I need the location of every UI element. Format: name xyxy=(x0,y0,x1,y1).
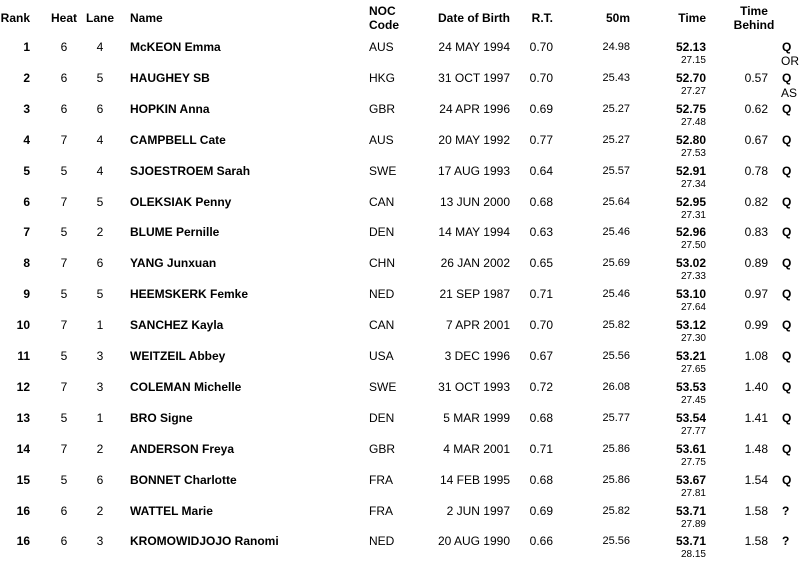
rank-cell: 8 xyxy=(23,256,30,271)
rank-cell: 14 xyxy=(16,441,30,456)
split-second-50: 28.15 xyxy=(680,549,706,561)
athlete-name: HEEMSKERK Femke xyxy=(130,287,249,302)
split-50m: 25.57 xyxy=(602,164,630,177)
lane-cell: 4 xyxy=(96,132,104,147)
qualification-mark: Q xyxy=(782,40,792,54)
time-behind: 1.58 xyxy=(744,534,768,549)
lane-cell: 6 xyxy=(96,472,104,487)
lane-cell: 6 xyxy=(96,101,104,116)
athlete-name: CAMPBELL Cate xyxy=(130,132,226,147)
heat-cell: 5 xyxy=(60,287,68,302)
reaction-time: 0.70 xyxy=(529,70,553,85)
final-time: 52.75 xyxy=(675,101,706,116)
final-time: 53.67 xyxy=(675,472,706,487)
time-behind: 0.99 xyxy=(744,318,768,333)
reaction-time: 0.68 xyxy=(529,472,553,487)
time-behind: 1.54 xyxy=(744,472,768,487)
split-second-50: 27.30 xyxy=(680,333,706,345)
split-second-50: 27.31 xyxy=(680,209,706,221)
header-dob: Date of Birth xyxy=(438,11,510,25)
lane-cell: 3 xyxy=(96,534,104,549)
split-second-50: 27.45 xyxy=(680,394,706,406)
table-row xyxy=(0,349,800,380)
noc-code: DEN xyxy=(369,225,395,240)
noc-code: DEN xyxy=(369,410,395,425)
heat-cell: 5 xyxy=(60,410,68,425)
noc-code: AUS xyxy=(369,40,394,54)
heat-cell: 7 xyxy=(60,441,68,456)
heat-cell: 6 xyxy=(60,534,68,549)
rank-cell: 9 xyxy=(23,287,30,302)
athlete-name: HAUGHEY SB xyxy=(130,70,210,85)
qualification-mark: Q xyxy=(782,441,792,456)
final-time: 53.12 xyxy=(675,318,706,333)
rank-cell: 6 xyxy=(23,194,30,209)
heat-cell: 7 xyxy=(60,379,68,394)
split-second-50: 27.33 xyxy=(680,271,706,283)
split-50m: 25.27 xyxy=(602,102,630,115)
qualification-mark: Q xyxy=(782,225,792,240)
header-rt: R.T. xyxy=(531,11,553,25)
noc-code: CAN xyxy=(369,194,395,209)
table-row xyxy=(0,473,800,504)
split-second-50: 27.27 xyxy=(680,85,706,97)
heat-cell: 7 xyxy=(60,194,68,209)
athlete-name: OLEKSIAK Penny xyxy=(130,194,232,209)
date-of-birth: 14 FEB 1995 xyxy=(439,472,510,487)
date-of-birth: 17 AUG 1993 xyxy=(437,163,510,178)
table-row xyxy=(0,195,800,226)
qualification-mark: Q xyxy=(782,194,792,209)
athlete-name: BRO Signe xyxy=(130,410,193,425)
split-second-50: 27.81 xyxy=(680,487,706,499)
split-50m: 25.86 xyxy=(602,473,630,486)
noc-code: NED xyxy=(369,287,395,302)
split-second-50: 27.77 xyxy=(680,425,706,437)
table-row xyxy=(0,411,800,442)
noc-code: USA xyxy=(369,349,394,363)
table-row xyxy=(0,102,800,133)
qualification-mark: Q xyxy=(782,70,792,85)
split-50m: 25.56 xyxy=(602,350,630,362)
rank-cell: 10 xyxy=(16,318,30,333)
split-50m: 24.98 xyxy=(602,41,630,53)
date-of-birth: 2 JUN 1997 xyxy=(446,503,510,518)
legend-as: AS xyxy=(781,86,798,100)
rank-cell: 1 xyxy=(23,40,30,54)
date-of-birth: 24 MAY 1994 xyxy=(438,40,510,54)
header-rank: Rank xyxy=(0,11,30,25)
split-50m: 25.86 xyxy=(602,442,630,455)
rank-cell: 13 xyxy=(16,410,30,425)
split-second-50: 27.75 xyxy=(680,456,706,468)
table-row xyxy=(0,287,800,318)
rank-cell: 15 xyxy=(16,472,30,487)
qualification-mark: Q xyxy=(782,410,792,425)
heat-cell: 6 xyxy=(60,70,68,85)
lane-cell: 4 xyxy=(96,163,104,178)
noc-code: SWE xyxy=(369,163,397,178)
table-row xyxy=(0,318,800,349)
final-time: 53.54 xyxy=(675,410,706,425)
table-row xyxy=(0,380,800,411)
reaction-time: 0.69 xyxy=(529,101,553,116)
table-row xyxy=(0,256,800,287)
header-name: Name xyxy=(130,11,163,25)
final-time: 52.96 xyxy=(675,225,706,240)
athlete-name: SANCHEZ Kayla xyxy=(130,318,224,333)
time-behind: 0.67 xyxy=(744,132,768,147)
noc-code: FRA xyxy=(369,503,393,518)
date-of-birth: 20 MAY 1992 xyxy=(438,132,510,147)
date-of-birth: 26 JAN 2002 xyxy=(440,256,510,271)
split-second-50: 27.50 xyxy=(680,240,706,252)
athlete-name: SJOESTROEM Sarah xyxy=(130,163,251,178)
split-50m: 25.64 xyxy=(602,195,630,208)
rank-cell: 2 xyxy=(23,70,30,85)
final-time: 53.10 xyxy=(675,287,706,302)
lane-cell: 1 xyxy=(96,318,104,333)
final-time: 53.21 xyxy=(675,349,706,363)
split-second-50: 27.53 xyxy=(680,147,706,159)
lane-cell: 2 xyxy=(96,225,104,240)
qualification-mark: ? xyxy=(782,503,790,518)
heat-cell: 5 xyxy=(60,349,68,363)
noc-code: GBR xyxy=(369,441,396,456)
qualification-mark: Q xyxy=(782,256,792,271)
date-of-birth: 5 MAR 1999 xyxy=(443,410,510,425)
rank-cell: 16 xyxy=(16,534,30,549)
final-time: 52.13 xyxy=(675,40,706,54)
athlete-name: McKEON Emma xyxy=(130,40,221,54)
time-behind: 1.41 xyxy=(744,410,768,425)
heat-cell: 6 xyxy=(60,101,68,116)
date-of-birth: 13 JUN 2000 xyxy=(439,194,510,209)
lane-cell: 6 xyxy=(96,256,104,271)
reaction-time: 0.70 xyxy=(529,40,553,54)
final-time: 52.95 xyxy=(675,194,706,209)
split-50m: 25.69 xyxy=(602,257,630,270)
reaction-time: 0.69 xyxy=(529,503,553,518)
table-row xyxy=(0,71,800,102)
table-row xyxy=(0,40,800,71)
qualification-mark: Q xyxy=(782,472,792,487)
split-second-50: 27.89 xyxy=(680,518,706,530)
athlete-name: ANDERSON Freya xyxy=(130,441,235,456)
reaction-time: 0.63 xyxy=(529,225,553,240)
heat-cell: 7 xyxy=(60,132,68,147)
qualification-mark: Q xyxy=(782,101,792,116)
table-row xyxy=(0,534,800,565)
final-time: 52.91 xyxy=(675,163,706,178)
noc-code: AUS xyxy=(369,132,394,147)
time-behind: 1.58 xyxy=(744,503,768,518)
athlete-name: KROMOWIDJOJO Ranomi xyxy=(130,534,279,549)
reaction-time: 0.64 xyxy=(529,163,553,178)
time-behind: 1.08 xyxy=(744,349,768,363)
qualification-mark: Q xyxy=(782,379,792,394)
header-time: Time xyxy=(678,11,706,25)
lane-cell: 2 xyxy=(96,441,104,456)
table-row xyxy=(0,133,800,164)
final-time: 52.70 xyxy=(675,70,706,85)
time-behind: 0.82 xyxy=(744,194,768,209)
heat-cell: 5 xyxy=(60,163,68,178)
date-of-birth: 31 OCT 1993 xyxy=(438,379,510,394)
heat-cell: 5 xyxy=(60,472,68,487)
rank-cell: 3 xyxy=(23,101,30,116)
split-second-50: 27.15 xyxy=(680,55,706,66)
header-50m: 50m xyxy=(605,11,630,25)
noc-code: SWE xyxy=(369,379,397,394)
split-50m: 25.82 xyxy=(602,319,630,332)
split-50m: 25.46 xyxy=(602,226,630,239)
reaction-time: 0.67 xyxy=(529,349,553,363)
noc-code: HKG xyxy=(369,70,396,85)
noc-code: FRA xyxy=(369,472,393,487)
split-50m: 26.08 xyxy=(602,380,630,393)
qualification-mark: Q xyxy=(782,163,792,178)
lane-cell: 3 xyxy=(96,379,104,394)
athlete-name: WATTEL Marie xyxy=(130,503,213,518)
rank-cell: 12 xyxy=(16,379,30,394)
qualification-mark: Q xyxy=(782,287,792,302)
time-behind: 0.78 xyxy=(744,163,768,178)
lane-cell: 5 xyxy=(96,70,104,85)
time-behind: 1.40 xyxy=(744,379,768,394)
rank-cell: 16 xyxy=(16,503,30,518)
header-noc-line2: Code xyxy=(369,18,399,32)
split-50m: 25.77 xyxy=(602,411,630,424)
qualification-mark: Q xyxy=(782,318,792,333)
reaction-time: 0.72 xyxy=(529,379,553,394)
noc-code: GBR xyxy=(369,101,396,116)
lane-cell: 4 xyxy=(96,40,104,54)
lane-cell: 3 xyxy=(96,349,104,363)
header-behind-line2: Behind xyxy=(733,18,775,32)
split-50m: 25.82 xyxy=(602,504,630,517)
header-heat: Heat xyxy=(50,11,77,25)
heat-cell: 7 xyxy=(60,318,68,333)
reaction-time: 0.71 xyxy=(529,287,553,302)
date-of-birth: 31 OCT 1997 xyxy=(438,70,510,85)
time-behind: 0.57 xyxy=(744,70,768,85)
date-of-birth: 21 SEP 1987 xyxy=(439,287,510,302)
date-of-birth: 24 APR 1996 xyxy=(439,101,510,116)
reaction-time: 0.66 xyxy=(529,534,553,549)
heat-cell: 6 xyxy=(60,40,68,54)
header-lane: Lane xyxy=(85,11,114,25)
time-behind: 1.48 xyxy=(744,441,768,456)
athlete-name: BONNET Charlotte xyxy=(130,472,237,487)
lane-cell: 5 xyxy=(96,194,104,209)
split-50m: 25.43 xyxy=(602,71,630,84)
noc-code: CAN xyxy=(369,318,395,333)
athlete-name: COLEMAN Michelle xyxy=(130,379,242,394)
rank-cell: 4 xyxy=(23,132,30,147)
split-50m: 25.27 xyxy=(602,133,630,146)
lane-cell: 1 xyxy=(96,410,104,425)
legend-or: OR xyxy=(781,54,799,68)
qualification-mark: Q xyxy=(782,132,792,147)
split-second-50: 27.48 xyxy=(680,116,706,128)
heat-cell: 5 xyxy=(60,225,68,240)
rank-cell: 11 xyxy=(17,349,30,363)
date-of-birth: 4 MAR 2001 xyxy=(443,441,510,456)
split-50m: 25.56 xyxy=(602,535,630,548)
split-second-50: 27.65 xyxy=(680,364,706,375)
time-behind: 0.62 xyxy=(744,101,768,116)
date-of-birth: 14 MAY 1994 xyxy=(438,225,510,240)
final-time: 53.71 xyxy=(675,503,706,518)
noc-code: CHN xyxy=(369,256,395,271)
final-time: 53.53 xyxy=(675,379,706,394)
date-of-birth: 7 APR 2001 xyxy=(445,318,510,333)
time-behind: 0.89 xyxy=(744,256,768,271)
header-noc-line1: NOC xyxy=(369,4,396,18)
qualification-mark: Q xyxy=(782,349,792,363)
athlete-name: BLUME Pernille xyxy=(130,225,220,240)
reaction-time: 0.70 xyxy=(529,318,553,333)
table-row xyxy=(0,164,800,195)
time-behind: 0.97 xyxy=(744,287,768,302)
final-time: 52.80 xyxy=(675,132,706,147)
split-second-50: 27.34 xyxy=(680,178,706,190)
rank-cell: 5 xyxy=(23,163,30,178)
lane-cell: 5 xyxy=(96,287,104,302)
noc-code: NED xyxy=(369,534,395,549)
reaction-time: 0.68 xyxy=(529,410,553,425)
reaction-time: 0.77 xyxy=(529,132,553,147)
athlete-name: HOPKIN Anna xyxy=(130,101,210,116)
athlete-name: WEITZEIL Abbey xyxy=(130,349,226,363)
reaction-time: 0.68 xyxy=(529,194,553,209)
athlete-name: YANG Junxuan xyxy=(130,256,217,271)
time-behind: 0.83 xyxy=(744,225,768,240)
date-of-birth: 3 DEC 1996 xyxy=(444,349,510,363)
reaction-time: 0.71 xyxy=(529,441,553,456)
rank-cell: 7 xyxy=(23,225,30,240)
final-time: 53.61 xyxy=(675,441,706,456)
split-50m: 25.46 xyxy=(602,288,630,301)
final-time: 53.71 xyxy=(675,534,706,549)
final-time: 53.02 xyxy=(675,256,706,271)
heat-cell: 6 xyxy=(60,503,68,518)
lane-cell: 2 xyxy=(96,503,104,518)
header-behind-line1: Time xyxy=(740,4,768,18)
reaction-time: 0.65 xyxy=(529,256,553,271)
date-of-birth: 20 AUG 1990 xyxy=(437,534,510,549)
qualification-mark: ? xyxy=(782,534,790,549)
table-row xyxy=(0,504,800,535)
table-row xyxy=(0,442,800,473)
split-second-50: 27.64 xyxy=(680,302,706,314)
table-row xyxy=(0,225,800,256)
heat-cell: 7 xyxy=(60,256,68,271)
